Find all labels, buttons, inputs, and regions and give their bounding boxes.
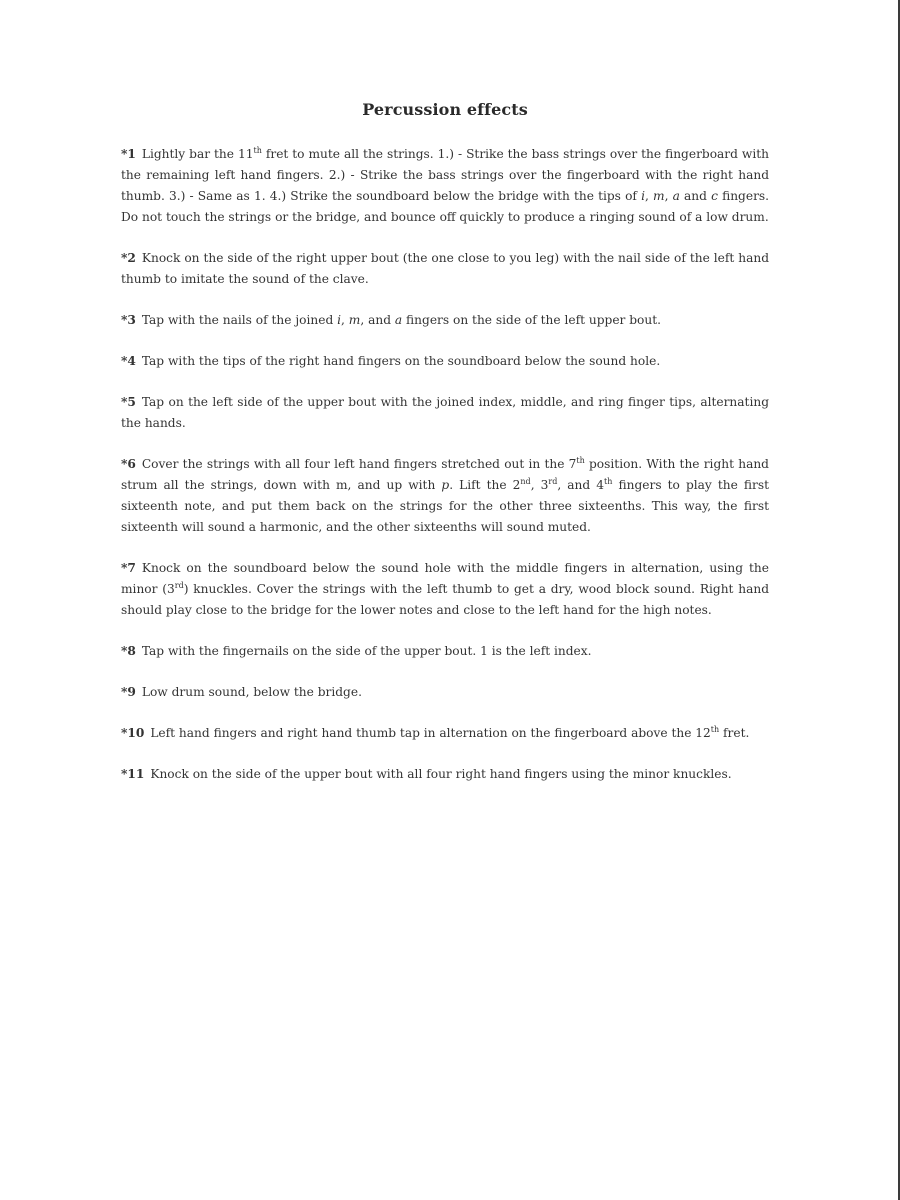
finger-letter: i xyxy=(641,189,645,203)
note-paragraph xyxy=(121,682,769,703)
note-paragraph xyxy=(121,310,769,331)
note-paragraph xyxy=(121,723,769,744)
note-text: , 3 xyxy=(530,478,549,492)
finger-letter: m xyxy=(653,189,665,203)
note-text: . Lift the 2 xyxy=(449,478,521,492)
note-number: *8 xyxy=(121,644,136,658)
ordinal-suffix: nd xyxy=(520,476,531,486)
note-text: fingers to play the first sixteenth note, and put them back on the strings for the other three sixteenths. This way, the first sixteenth will sound a harmonic, and the other sixteenths will sound muted. xyxy=(121,478,770,534)
note-paragraph xyxy=(121,641,769,662)
note-text: Tap with the fingernails on the side of the upper bout. 1 is the left index. xyxy=(141,644,592,658)
finger-letter: i xyxy=(337,313,342,327)
note-text: fret to mute all the strings. 1.) - Strike the bass strings over the fingerboard with the remaining left hand fingers. 2.) - Strike the bass strings over the fingerboard with the right hand thumb. 3.) - Same as 1. 4.) Strike the soundboard below the bridge with the tips of xyxy=(121,147,769,203)
note-text: , and 4 xyxy=(557,478,605,492)
note-text: position. With the right hand strum all the strings, down with m, and up with xyxy=(121,457,769,492)
note-number: *5 xyxy=(121,395,136,409)
note-number: *1 xyxy=(121,147,136,161)
note-number: *6 xyxy=(121,457,136,471)
note-text: Low drum sound, below the bridge. xyxy=(141,685,362,699)
note-text: fingers on the side of the left upper bout. xyxy=(402,313,662,327)
note-paragraph xyxy=(121,764,769,785)
note-text: and xyxy=(679,189,712,203)
ordinal-suffix: th xyxy=(710,724,720,734)
finger-letter: p xyxy=(441,478,450,492)
note-paragraph xyxy=(121,144,769,228)
ordinal-suffix: rd xyxy=(548,476,558,486)
note-number: *11 xyxy=(121,767,145,781)
note-number: *7 xyxy=(121,561,136,575)
note-number: *10 xyxy=(121,726,145,740)
note-text: fret. xyxy=(719,726,750,740)
note-text: Knock on the soundboard below the sound hole with the middle fingers in alternation, using the minor (3 xyxy=(121,561,769,596)
note-text: Knock on the side of the upper bout with all four right hand fingers using the minor knuckles. xyxy=(150,767,732,781)
finger-letter: a xyxy=(394,313,403,327)
note-text: Left hand fingers and right hand thumb tap in alternation on the fingerboard above the 12 xyxy=(150,726,711,740)
note-paragraph xyxy=(121,454,769,538)
note-number: *2 xyxy=(121,251,136,265)
note-text: ) knuckles. Cover the strings with the left thumb to get a dry, wood block sound. Right hand should play close to the bridge for the lower notes and close to the left hand for the high notes. xyxy=(121,582,769,617)
note-text: Lightly bar the 11 xyxy=(141,147,254,161)
finger-letter: m xyxy=(348,313,361,327)
ordinal-suffix: th xyxy=(576,455,585,465)
note-text: , xyxy=(644,189,654,203)
note-paragraph xyxy=(121,392,769,434)
note-text: Tap with the tips of the right hand fingers on the soundboard below the sound hole. xyxy=(141,354,661,368)
page-title: Percussion effects xyxy=(362,100,528,119)
note-number: *9 xyxy=(121,685,136,699)
document-page xyxy=(121,0,769,805)
note-text: Tap on the left side of the upper bout with the joined index, middle, and ring finger tips, alternating the hands. xyxy=(121,395,769,430)
note-text: fingers. Do not touch the strings or the bridge, and bounce off quickly to produce a ringing sound of a low drum. xyxy=(121,189,770,224)
note-text: Tap with the nails of the joined xyxy=(141,313,338,327)
note-text: Knock on the side of the right upper bout (the one close to you leg) with the nail side of the left hand thumb to imitate the sound of the clave. xyxy=(121,251,769,286)
ordinal-suffix: rd xyxy=(174,580,184,590)
note-text: Cover the strings with all four left hand fingers stretched out in the 7 xyxy=(141,457,577,471)
finger-letter: c xyxy=(711,189,718,203)
note-text: , and xyxy=(360,313,395,327)
note-number: *3 xyxy=(121,313,136,327)
note-number: *4 xyxy=(121,354,136,368)
note-text: , xyxy=(664,189,673,203)
note-paragraph xyxy=(121,558,769,621)
ordinal-suffix: th xyxy=(253,145,262,155)
notes-list xyxy=(121,144,769,785)
note-text: , xyxy=(341,313,349,327)
note-paragraph xyxy=(121,248,769,290)
ordinal-suffix: th xyxy=(604,476,613,486)
note-paragraph xyxy=(121,351,769,372)
finger-letter: a xyxy=(672,189,680,203)
